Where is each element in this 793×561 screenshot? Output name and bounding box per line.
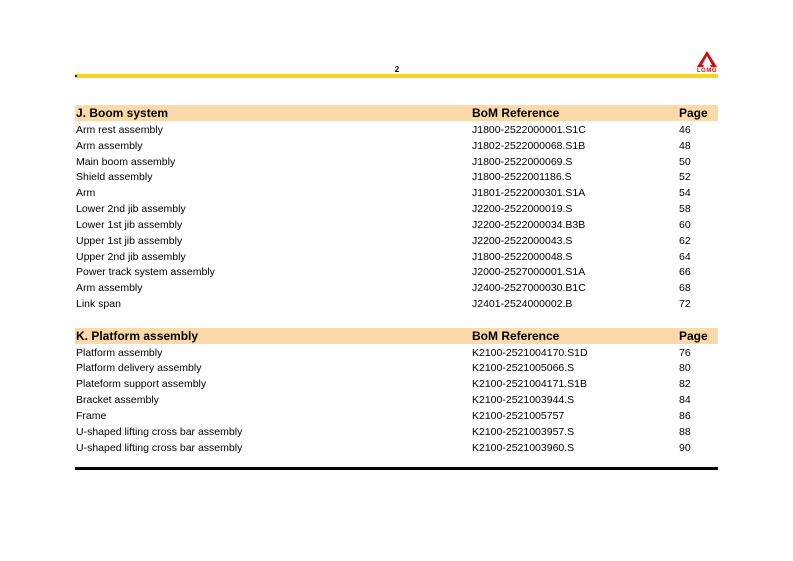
page-ref: 52 bbox=[679, 171, 691, 183]
table-row bbox=[75, 138, 718, 154]
bom-reference: J2200-2522000034.B3B bbox=[472, 219, 586, 231]
table-row bbox=[75, 296, 718, 312]
bom-reference: J1802-2522000068.S1B bbox=[472, 140, 586, 152]
bom-reference: K2100-2521003944.S bbox=[472, 394, 575, 406]
bom-reference: K2100-2521004170.S1D bbox=[472, 347, 588, 359]
page-ref: 60 bbox=[679, 219, 691, 231]
bom-reference: J1800-2522000048.S bbox=[472, 251, 573, 263]
table-row bbox=[75, 392, 718, 408]
page-ref: 48 bbox=[679, 140, 691, 152]
part-name: Arm assembly bbox=[76, 140, 143, 152]
section-title: K. Platform assembly bbox=[76, 329, 199, 343]
bom-reference: K2100-2521003957.S bbox=[472, 426, 575, 438]
page-ref: 58 bbox=[679, 203, 691, 215]
part-name: Bracket assembly bbox=[76, 394, 159, 406]
bom-reference: J1801-2522000301.S1A bbox=[472, 187, 586, 199]
page-ref: 46 bbox=[679, 124, 691, 136]
page-ref: 90 bbox=[679, 442, 691, 454]
page-ref: 54 bbox=[679, 187, 691, 199]
page-ref: 86 bbox=[679, 410, 691, 422]
table-row bbox=[75, 360, 718, 376]
table-row bbox=[75, 424, 718, 440]
page-header: Page bbox=[679, 329, 708, 343]
bom-reference: J1800-2522001186.S bbox=[472, 171, 572, 183]
bom-reference: J2000-2527000001.S1A bbox=[472, 266, 586, 278]
table-row bbox=[75, 345, 718, 361]
page-ref: 88 bbox=[679, 426, 691, 438]
page-ref: 62 bbox=[679, 235, 691, 247]
page-ref: 66 bbox=[679, 266, 691, 278]
part-name: Link span bbox=[76, 298, 121, 310]
part-name: Platform assembly bbox=[76, 347, 163, 359]
logo-text: LGMG bbox=[697, 68, 717, 74]
section-header-boom-system bbox=[75, 105, 718, 121]
page-ref: 80 bbox=[679, 362, 691, 374]
page-ref: 82 bbox=[679, 378, 691, 390]
bom-reference-header: BoM Reference bbox=[472, 329, 560, 343]
part-name: Arm rest assembly bbox=[76, 124, 163, 136]
bom-reference-header: BoM Reference bbox=[472, 106, 560, 120]
part-name: Upper 2nd jib assembly bbox=[76, 251, 186, 263]
part-name: Main boom assembly bbox=[76, 156, 176, 168]
table-row bbox=[75, 264, 718, 280]
bom-reference: J2200-2522000043.S bbox=[472, 235, 573, 247]
table-row bbox=[75, 408, 718, 424]
part-name: Shield assembly bbox=[76, 171, 153, 183]
page-ref: 64 bbox=[679, 251, 691, 263]
table-row bbox=[75, 440, 718, 456]
part-name: Arm bbox=[76, 187, 96, 199]
table-row bbox=[75, 249, 718, 265]
table-row bbox=[75, 217, 718, 233]
part-name: Frame bbox=[76, 410, 107, 422]
bom-reference: J2401-2524000002.B bbox=[472, 298, 573, 310]
part-name: Plateform support assembly bbox=[76, 378, 207, 390]
bom-reference: J1800-2522000069.S bbox=[472, 156, 573, 168]
part-name: U-shaped lifting cross bar assembly bbox=[76, 426, 243, 438]
part-name: Arm assembly bbox=[76, 282, 143, 294]
bom-reference: K2100-2521003960.S bbox=[472, 442, 575, 454]
lgmg-triangle-logo-icon bbox=[695, 50, 719, 70]
table-row bbox=[75, 376, 718, 392]
header-dot bbox=[75, 75, 77, 77]
page-header: Page bbox=[679, 106, 708, 120]
table-row bbox=[75, 169, 718, 185]
section-title: J. Boom system bbox=[76, 106, 169, 120]
table-row bbox=[75, 233, 718, 249]
part-name: U-shaped lifting cross bar assembly bbox=[76, 442, 243, 454]
bom-reference: J2400-2527000030.B1C bbox=[472, 282, 586, 294]
bom-reference: J2200-2522000019.S bbox=[472, 203, 573, 215]
page-ref: 50 bbox=[679, 156, 691, 168]
part-name: Lower 1st jib assembly bbox=[76, 219, 183, 231]
bom-reference: K2100-2521004171.S1B bbox=[472, 378, 588, 390]
page-number: 2 bbox=[394, 65, 400, 74]
part-name: Platform delivery assembly bbox=[76, 362, 202, 374]
table-row bbox=[75, 122, 718, 138]
section-header-platform-assembly bbox=[75, 328, 718, 344]
page-ref: 72 bbox=[679, 298, 691, 310]
table-row bbox=[75, 154, 718, 170]
lgmg-logo bbox=[695, 50, 719, 76]
table-row bbox=[75, 185, 718, 201]
bom-reference: J1800-2522000001.S1C bbox=[472, 124, 586, 136]
part-name: Lower 2nd jib assembly bbox=[76, 203, 186, 215]
bom-reference: K2100-2521005757 bbox=[472, 410, 565, 422]
part-name: Upper 1st jib assembly bbox=[76, 235, 183, 247]
table-row bbox=[75, 280, 718, 296]
page-ref: 68 bbox=[679, 282, 691, 294]
bom-reference: K2100-2521005066.S bbox=[472, 362, 575, 374]
table-row bbox=[75, 201, 718, 217]
part-name: Power track system assembly bbox=[76, 266, 215, 278]
page-ref: 84 bbox=[679, 394, 691, 406]
bottom-rule bbox=[75, 467, 718, 470]
page-ref: 76 bbox=[679, 347, 691, 359]
header-rule bbox=[75, 74, 718, 78]
